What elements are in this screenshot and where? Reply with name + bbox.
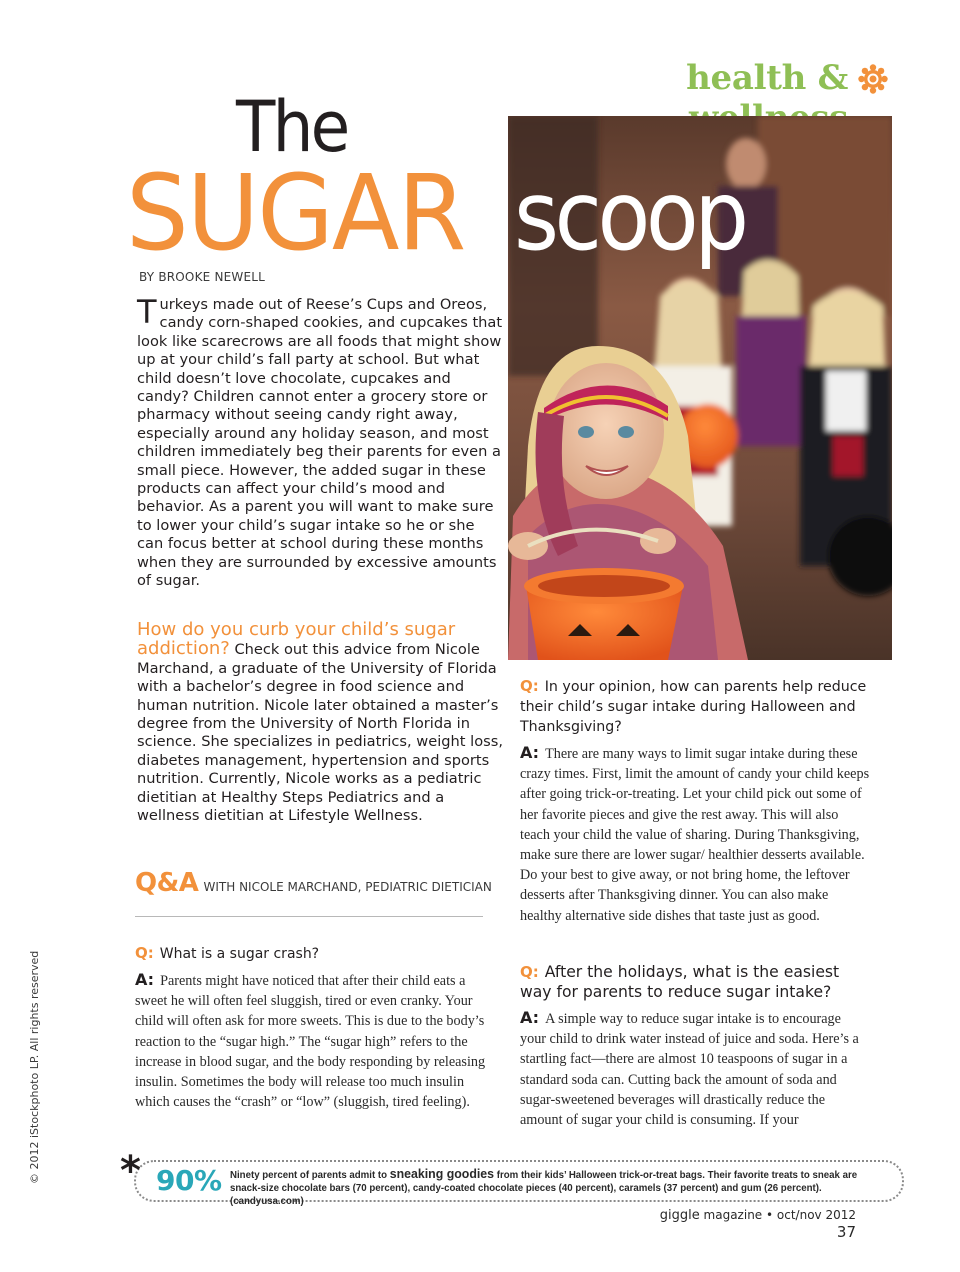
stat-highlight: sneaking goodies: [389, 1166, 495, 1181]
curb-heading: How do you curb your child’s sugar addiction?: [137, 619, 456, 660]
answer-text: A simple way to reduce sugar intake is to encourage your child to drink water instead of juice and soda. Here’s a startling fact—there are almost 10 teaspoons of sugar in a standard soda can. Cutting back the amount of soda and sugar-sweetened beverages will drastically reduce the amount of sugar your child is consuming. If your: [520, 1011, 859, 1129]
a-label: A:: [135, 970, 155, 989]
answer-text: Parents might have noticed that after their child eats a sweet he will often feel sluggish, tired or even cranky. Your child will often ask for more sweets. This is due to the body’s reaction to the “sugar high.” The “sugar high” refers to the increase in blood sugar, and the body responding by releasing insulin. Sometimes the body will release too much insulin which causes the “crash” or “low” (sluggish, tired feeling).: [135, 973, 486, 1111]
title-sugar: SUGAR: [126, 152, 465, 274]
answer: [135, 970, 499, 1112]
q-label: Q:: [520, 963, 539, 981]
asterisk-icon: *: [120, 1148, 141, 1194]
byline: BY BROOKE NEWELL: [139, 270, 266, 284]
footer-brand: giggle: [659, 1208, 700, 1223]
qa-item: [520, 676, 870, 926]
question: [520, 676, 870, 737]
qa-item: [135, 943, 499, 1112]
answer-text: There are many ways to limit sugar intake during these crazy times. First, limit the amount of candy your child keeps after going trick-or-treating. Let your child pick out some of her favorite pieces and give the rest away. This will also teach your child the value of sharing. During Thanksgiving, make sure there are lower sugar/ healthier desserts available. Do your best to give away, or not bring home, the leftover desserts after Thanksgiving dinner. You can also make healthy alternative side dishes that taste just as good.: [520, 746, 870, 924]
page-number: 37: [836, 1223, 856, 1241]
photo-credit: © 2012 iStockphoto LP. All rights reserved: [28, 950, 41, 1184]
question: [135, 943, 499, 964]
question: [520, 962, 870, 1002]
footer-magazine: magazine: [703, 1208, 763, 1222]
qa-heading: [135, 868, 505, 898]
intro-paragraph: [137, 293, 505, 591]
qa-item: [520, 962, 870, 1130]
drop-cap: T: [137, 293, 157, 331]
curb-text: Check out this advice from Nicole Marchand, a graduate of the University of Florida with a bachelor’s degree in food science and human nutrition. Nicole later obtained a master’s degree from the University of North Florida in science. She specializes in pediatrics, weight loss, diabetes management, hypertension and sports nutrition. Currently, Nicole works as a pediatric dietitian at Healthy Steps Pediatrics and a wellness dietitian at Lifestyle Wellness.: [137, 641, 503, 825]
answer: [520, 743, 870, 926]
divider: [135, 916, 483, 917]
q-label: Q:: [520, 677, 539, 695]
stat-text: [230, 1167, 863, 1208]
sunflower-icon: [858, 64, 888, 94]
stat-text-before: Ninety percent of parents admit to: [230, 1170, 388, 1181]
curb-paragraph: [137, 621, 505, 825]
title-the: The: [236, 86, 348, 168]
qa-subtitle: WITH NICOLE MARCHAND, PEDIATRIC DIETICIAN: [203, 880, 492, 894]
question-text: What is a sugar crash?: [159, 946, 320, 962]
qa-title: Q&A: [135, 868, 199, 898]
question-text: After the holidays, what is the easiest way for parents to reduce sugar intake?: [520, 963, 840, 1001]
a-label: A:: [520, 1008, 540, 1027]
page-footer: [640, 1208, 856, 1241]
q-label: Q:: [135, 944, 154, 962]
stat-text-after: from their kids’ Halloween trick-or-treat bags. Their favorite treats to sneak are snack-size chocolate bars (70 percent), candy-coated chocolate pieces (40 percent), caramels (37 percent) and gum (26 percent). (candyusa.com): [230, 1170, 858, 1207]
answer: [520, 1008, 870, 1130]
a-label: A:: [520, 743, 540, 762]
title-scoop: scoop: [514, 160, 745, 272]
question-text: In your opinion, how can parents help reduce their child’s sugar intake during Halloween and Thanksgiving?: [520, 679, 867, 735]
footer-issue: • oct/nov 2012: [766, 1208, 856, 1222]
intro-text: urkeys made out of Reese’s Cups and Oreos, candy corn-shaped cookies, and cupcakes that look like scarecrows are all foods that might show up at your child’s fall party at school. But what child doesn’t love chocolate, cupcakes and candy? Children cannot enter a grocery store or pharmacy without seeing candy right away, especially around any holiday season, and most children immediately beg their parents for even a small piece. However, the added sugar in these products can affect your child’s mood and behavior. As a parent you will want to make sure to lower your child’s sugar intake so he or she can focus better at school during these months when they are surrounded by excessive amounts of sugar.: [137, 296, 503, 590]
section-title: health &: [686, 58, 848, 98]
stat-percent: 90%: [156, 1164, 222, 1197]
